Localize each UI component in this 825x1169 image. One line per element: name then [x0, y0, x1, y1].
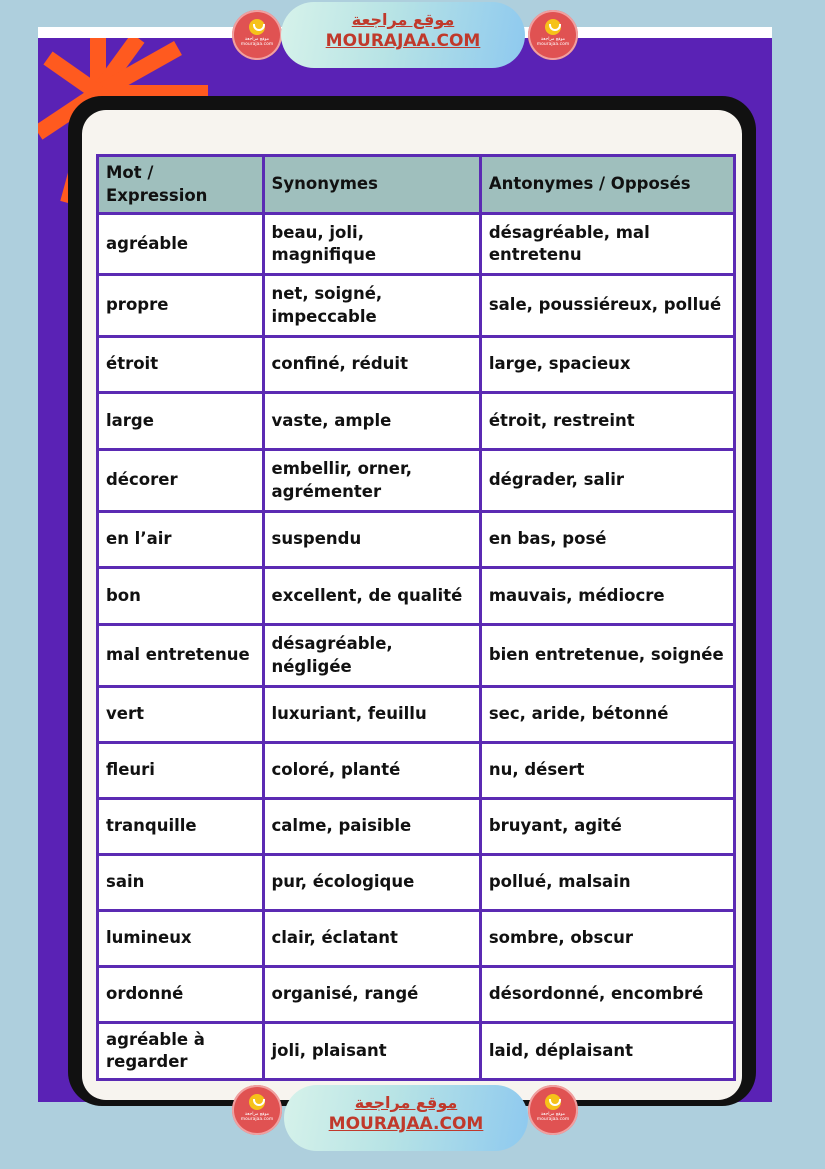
- table-row: [98, 450, 735, 512]
- cell-word: propre: [98, 275, 264, 337]
- cell-word: large: [98, 393, 264, 450]
- table-row: [98, 687, 735, 743]
- watermark-site-link[interactable]: MOURAJAA.COM: [325, 31, 481, 51]
- watermark-banner-top[interactable]: [281, 2, 525, 68]
- table-row: [98, 568, 735, 625]
- site-logo-icon: موقع مراجعة mourajaa.com: [232, 1085, 282, 1135]
- cell-word: tranquille: [98, 799, 264, 855]
- site-logo-icon: موقع مراجعة mourajaa.com: [528, 10, 578, 60]
- cell-antonyms: laid, déplaisant: [480, 1023, 734, 1080]
- cell-word: en l’air: [98, 512, 264, 568]
- cell-antonyms: étroit, restreint: [480, 393, 734, 450]
- site-logo-icon: موقع مراجعة mourajaa.com: [528, 1085, 578, 1135]
- table-row: [98, 1023, 735, 1080]
- cell-antonyms: large, spacieux: [480, 337, 734, 393]
- cell-synonyms: net, soigné, impeccable: [263, 275, 480, 337]
- cell-synonyms: joli, plaisant: [263, 1023, 480, 1080]
- table-row: [98, 275, 735, 337]
- header-synonyms: Synonymes: [263, 156, 480, 214]
- cell-word: fleuri: [98, 743, 264, 799]
- cell-antonyms: en bas, posé: [480, 512, 734, 568]
- cell-synonyms: embellir, orner, agrémenter: [263, 450, 480, 512]
- cell-word: étroit: [98, 337, 264, 393]
- table-row: [98, 393, 735, 450]
- cell-antonyms: bien entretenue, soignée: [480, 625, 734, 687]
- cell-synonyms: confiné, réduit: [263, 337, 480, 393]
- cell-antonyms: sec, aride, bétonné: [480, 687, 734, 743]
- table-row: [98, 512, 735, 568]
- cell-synonyms: coloré, planté: [263, 743, 480, 799]
- cell-synonyms: calme, paisible: [263, 799, 480, 855]
- table-row: [98, 799, 735, 855]
- cell-word: vert: [98, 687, 264, 743]
- table-row: [98, 855, 735, 911]
- vocabulary-table: [96, 154, 736, 1081]
- cell-word: sain: [98, 855, 264, 911]
- cell-word: agréable: [98, 214, 264, 275]
- header-word: Mot / Expression: [98, 156, 264, 214]
- watermark-site-link[interactable]: MOURAJAA.COM: [328, 1114, 484, 1134]
- table-row: [98, 214, 735, 275]
- cell-antonyms: nu, désert: [480, 743, 734, 799]
- cell-synonyms: suspendu: [263, 512, 480, 568]
- cell-synonyms: luxuriant, feuillu: [263, 687, 480, 743]
- watermark-arabic-text: موقع مراجعة: [351, 10, 455, 29]
- watermark-arabic-text: موقع مراجعة: [354, 1093, 458, 1112]
- cell-word: lumineux: [98, 911, 264, 967]
- cell-synonyms: beau, joli, magnifique: [263, 214, 480, 275]
- cell-antonyms: désagréable, mal entretenu: [480, 214, 734, 275]
- table-row: [98, 625, 735, 687]
- cell-antonyms: sale, poussiéreux, pollué: [480, 275, 734, 337]
- table-row: [98, 743, 735, 799]
- cell-word: mal entretenue: [98, 625, 264, 687]
- header-antonyms: Antonymes / Opposés: [480, 156, 734, 214]
- cell-antonyms: désordonné, encombré: [480, 967, 734, 1023]
- cell-synonyms: désagréable, négligée: [263, 625, 480, 687]
- cell-synonyms: excellent, de qualité: [263, 568, 480, 625]
- cell-synonyms: pur, écologique: [263, 855, 480, 911]
- site-logo-icon: موقع مراجعة mourajaa.com: [232, 10, 282, 60]
- table-header-row: [98, 156, 735, 214]
- cell-word: agréable à regarder: [98, 1023, 264, 1080]
- cell-antonyms: mauvais, médiocre: [480, 568, 734, 625]
- cell-word: bon: [98, 568, 264, 625]
- cell-synonyms: clair, éclatant: [263, 911, 480, 967]
- table-row: [98, 337, 735, 393]
- cell-antonyms: dégrader, salir: [480, 450, 734, 512]
- table-row: [98, 967, 735, 1023]
- cell-antonyms: sombre, obscur: [480, 911, 734, 967]
- cell-word: ordonné: [98, 967, 264, 1023]
- cell-antonyms: pollué, malsain: [480, 855, 734, 911]
- cell-antonyms: bruyant, agité: [480, 799, 734, 855]
- cell-word: décorer: [98, 450, 264, 512]
- watermark-banner-bottom[interactable]: [284, 1085, 528, 1151]
- table-row: [98, 911, 735, 967]
- cell-synonyms: organisé, rangé: [263, 967, 480, 1023]
- cell-synonyms: vaste, ample: [263, 393, 480, 450]
